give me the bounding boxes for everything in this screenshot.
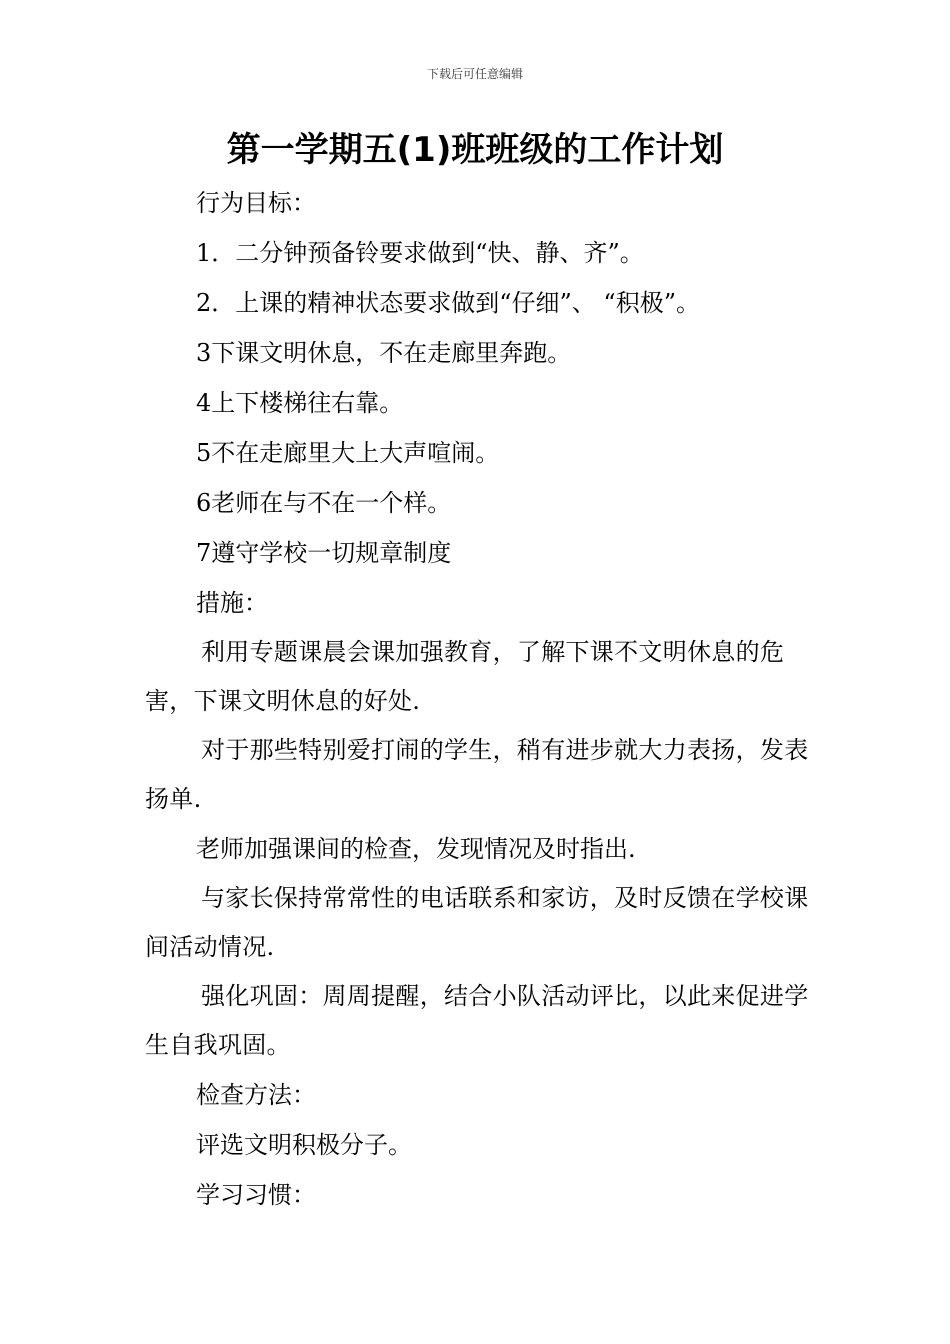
goal-item-5: 5不在走廊里大上大声喧闹。 [196, 439, 500, 467]
section-heading-measures: 措施： [196, 589, 268, 617]
header-note: 下载后可任意编辑 [426, 67, 523, 81]
document-title: 第一学期五(1)班班级的工作计划 [226, 130, 724, 170]
measure-paragraph-3: 老师加强课间的检查，发现情况及时指出. [196, 835, 636, 863]
goal-item-2: 2．上课的精神状态要求做到“仔细”、 “积极”。 [196, 289, 700, 317]
goal-item-3: 3下课文明休息，不在走廊里奔跑。 [196, 339, 572, 367]
goal-item-1: 1．二分钟预备铃要求做到“快、静、齐”。 [196, 239, 644, 267]
measure-paragraph-1: 利用专题课晨会课加强教育，了解下课不文明休息的危害，下课文明休息的好处. [145, 638, 785, 715]
measure-paragraph-4: 与家长保持常常性的电话联系和家访，及时反馈在学校课间活动情况. [145, 884, 809, 961]
section-heading-study-habits: 学习习惯： [196, 1181, 316, 1209]
section-heading-check-methods: 检查方法： [196, 1081, 316, 1109]
check-method-item: 评选文明积极分子。 [196, 1131, 412, 1159]
section-heading-behavior-goals: 行为目标： [196, 189, 316, 217]
goal-item-7: 7遵守学校一切规章制度 [196, 539, 452, 567]
document-body [145, 178, 810, 1220]
measure-paragraph-2: 对于那些特别爱打闹的学生，稍有进步就大力表扬，发表扬单. [145, 736, 809, 813]
goal-item-6: 6老师在与不在一个样。 [196, 489, 452, 517]
goal-item-4: 4上下楼梯往右靠。 [196, 389, 404, 417]
measure-paragraph-5: 强化巩固：周周提醒，结合小队活动评比，以此来促进学生自我巩固。 [145, 982, 809, 1059]
